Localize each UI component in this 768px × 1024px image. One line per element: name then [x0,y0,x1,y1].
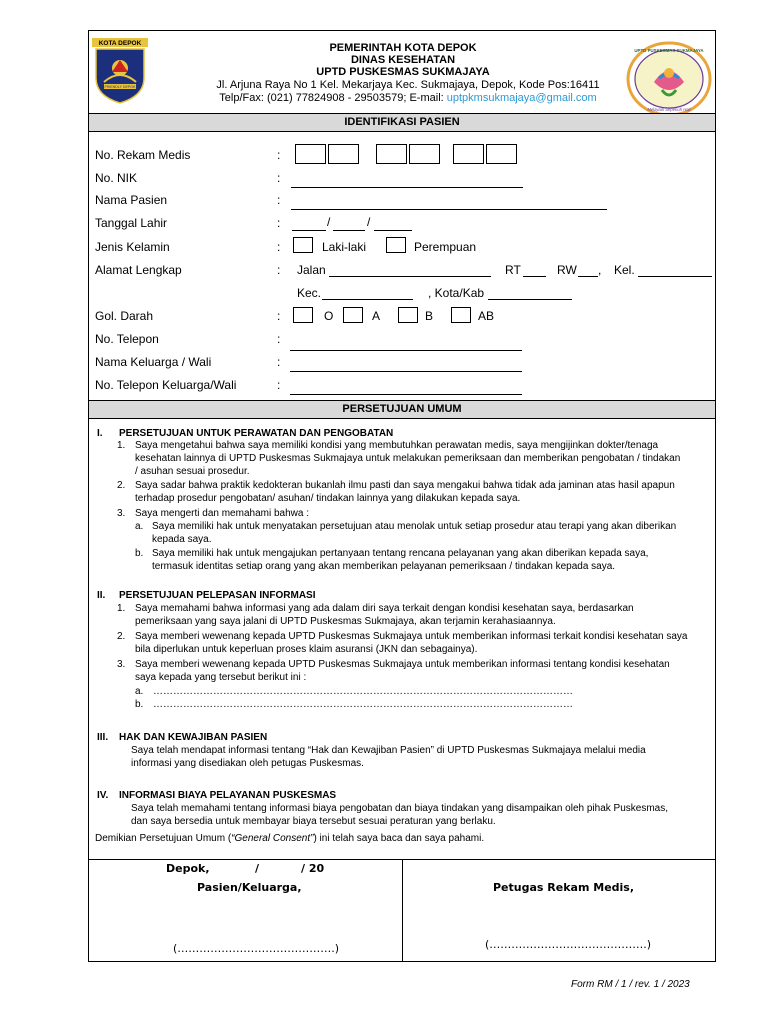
label-telepon: No. Telepon [95,332,159,346]
blood-ab-checkbox[interactable] [451,307,471,323]
header-line2: DINAS KESEHATAN [350,54,456,66]
closing-em: “General Consent” [231,833,314,844]
s1-i1-num: 1. [117,440,126,451]
s3-line: informasi yang disediakan oleh petugas Puskesmas. [131,758,364,769]
alamat-jalan-label: Jalan [297,263,326,277]
s2-i1-line: Saya memahami bahwa informasi yang ada dalam diri saya terkait dengan kondisi kesehatan saya, berdasarkan [135,603,634,614]
s1-title: PERSETUJUAN UNTUK PERAWATAN DAN PENGOBATAN [119,428,394,439]
s1-i2-num: 2. [117,480,126,491]
label-alamat: Alamat Lengkap [95,263,182,277]
blood-o-checkbox[interactable] [293,307,313,323]
s1-i3a-num: a. [135,521,144,532]
s3-line: Saya telah mendapat informasi tentang “Hak dan Kewajiban Pasien” di UPTD Puskesmas Sukmajaya melalui media [131,745,646,756]
rekam-medis-box-3[interactable] [376,144,407,164]
nik-field[interactable] [291,187,523,188]
rekam-medis-box-2[interactable] [328,144,359,164]
s1-i3b-line: Saya memiliki hak untuk mengajukan pertanyaan tentang rencana pelayanan yang akan diberikan kepada saya, [152,548,649,559]
gender-male-label: Laki-laki [322,240,367,254]
s2-i2-num: 2. [117,631,126,642]
comma: , [598,263,602,277]
s2-i3-num: 3. [117,659,126,670]
signature-place: Depok, [166,862,210,875]
colon: : [277,148,281,162]
signature-patient-blank[interactable]: (…………………………………….) [173,942,340,955]
signature-date-slash1: / [255,862,260,875]
s1-i3-num: 3. [117,508,126,519]
header-line3: UPTD PUSKESMAS SUKMAJAYA [316,66,490,78]
label-telepon-keluarga: No. Telepon Keluarga/Wali [95,378,237,392]
blood-ab-label: AB [478,309,495,323]
header-phone: Telp/Fax: (021) 77824908 - 29503579; E-mail: [219,92,444,104]
s1-i3b-num: b. [135,548,144,559]
date-slash: / [327,215,331,229]
s1-i3a-line: Saya memiliki hak untuk menyatakan persetujuan atau menolak untuk setiap prosedur atau terapi yang akan diberikan [152,521,677,532]
header-line1: PEMERINTAH KOTA DEPOK [329,42,477,54]
s2-i1-line: pemeriksaan yang saya jalani di UPTD Puskesmas Sukmajaya, akan terjamin kerahasiaannya. [135,616,556,627]
s1-i3b-line: termasuk identitas setiap orang yang akan memberikan pelayanan pemeriksaan / tindakan kepada saya. [152,561,616,572]
alamat-rw-label: RW [557,263,577,277]
s1-i1-line: / asuhan sesuai prosedur. [135,466,250,477]
s4-line: Saya telah memahami tentang informasi biaya pengobatan dan biaya tindakan yang disampaikan oleh pihak Puskesmas, [131,803,669,814]
s2-title: PERSETUJUAN PELEPASAN INFORMASI [119,590,316,601]
telepon-keluarga-field[interactable] [290,394,522,395]
alamat-kota-field[interactable] [488,299,572,300]
colon: : [277,240,281,254]
s2-i3a-blank[interactable]: ……………………………………………………………………………………………………………… [153,686,573,697]
alamat-kec-label: Kec. [297,286,322,300]
s2-i3-line: Saya memberi wewenang kepada UPTD Puskesmas Sukmajaya untuk memberikan informasi tentang kondisi kesehatan [135,659,670,670]
telepon-field[interactable] [290,350,522,351]
alamat-kec-field[interactable] [322,299,413,300]
logo-left-motto: FRIENDLY DEPOK [104,85,136,89]
label-nama: Nama Pasien [95,193,168,207]
label-gol-darah: Gol. Darah [95,309,154,323]
s2-num: II. [97,590,106,601]
blood-o-label: O [324,309,334,323]
alamat-rw-field[interactable] [578,276,598,277]
signature-patient-label: Pasien/Keluarga, [197,881,302,894]
closing-post: ) ini telah saya baca dan saya pahami. [313,833,485,844]
colon: : [277,309,281,323]
s1-i2-line: Saya sadar bahwa praktik kedokteran bukanlah ilmu pasti dan saya mengakui bahwa tidak ada jaminan atas hasil apapun [135,480,675,491]
gender-female-checkbox[interactable] [386,237,406,253]
tgl-day-field[interactable] [292,230,326,231]
persetujuan-title: PERSETUJUAN UMUM [89,400,715,419]
rekam-medis-box-4[interactable] [409,144,440,164]
colon: : [277,216,281,230]
colon: : [277,332,281,346]
s2-i3a-num: a. [135,686,144,697]
header-address: Jl. Arjuna Raya No 1 Kel. Mekarjaya Kec. Sukmajaya, Depok, Kode Pos:16411 [216,79,600,91]
header-email-link[interactable]: uptpkmsukmajaya@gmail.com [446,92,597,104]
s1-num: I. [97,428,103,439]
s1-i3-line: Saya mengerti dan memahami bahwa : [135,508,309,519]
signature-officer-blank[interactable]: (…………………………………….) [485,938,652,951]
s4-num: IV. [97,790,109,801]
label-rekam-medis: No. Rekam Medis [95,148,191,162]
s3-title: HAK DAN KEWAJIBAN PASIEN [119,732,268,743]
alamat-jalan-field[interactable] [329,276,491,277]
s4-line: dan saya bersedia untuk membayar biaya tersebut sesuai peraturan yang berlaku. [131,816,496,827]
colon: : [277,355,281,369]
rekam-medis-box-1[interactable] [295,144,326,164]
colon: : [277,263,281,277]
s2-i2-line: bila diperlukan untuk keperluan proses klaim asuransi (JKN dan sebagainya). [135,644,478,655]
logo-left-label: KOTA DEPOK [98,40,142,47]
gender-female-label: Perempuan [414,240,477,254]
s1-i3a-line: kepada saya. [152,534,212,545]
s2-i3b-blank[interactable]: ……………………………………………………………………………………………………………… [153,699,573,710]
logo-right-motto: Melayani Sepenuh Hati [647,107,691,112]
signature-officer-label: Petugas Rekam Medis, [493,881,635,894]
rekam-medis-box-6[interactable] [486,144,517,164]
keluarga-field[interactable] [290,371,522,372]
date-slash: / [367,215,371,229]
colon: : [277,193,281,207]
gender-male-checkbox[interactable] [293,237,313,253]
colon: : [277,378,281,392]
form-frame [88,30,716,962]
s2-i3b-num: b. [135,699,144,710]
nama-field[interactable] [291,209,607,210]
s2-i2-line: Saya memberi wewenang kepada UPTD Puskesmas Sukmajaya untuk memberikan informasi terkait kondisi kesehatan saya [135,631,688,642]
s3-num: III. [97,732,109,743]
s1-i1-line: kesehatan lainnya di UPTD Puskesmas Sukmajaya untuk melakukan pemeriksaan dan memberikan pengobatan / tindakan [135,453,681,464]
header-contact [94,92,722,104]
label-keluarga: Nama Keluarga / Wali [95,355,212,369]
s2-i1-num: 1. [117,603,126,614]
tgl-year-field[interactable] [374,230,412,231]
blood-a-label: A [372,309,381,323]
blood-b-checkbox[interactable] [398,307,418,323]
closing-pre: Demikian Persetujuan Umum ( [95,833,232,844]
alamat-kota-label: , Kota/Kab [428,286,485,300]
blood-b-label: B [425,309,434,323]
signature-column-divider [402,859,403,962]
s1-i2-line: terhadap prosedur pengobatan/ asuhan/ tindakan lainnya yang dilakukan kepada saya. [135,493,521,504]
closing-statement [95,832,484,845]
s2-i3-line: saya kepada yang tersebut berikut ini : [135,672,307,683]
label-nik: No. NIK [95,171,138,185]
identifikasi-title: IDENTIFIKASI PASIEN [89,113,715,132]
alamat-rt-field[interactable] [523,276,546,277]
signature-date-slash2: / 20 [301,862,325,875]
s1-i1-line: Saya mengetahui bahwa saya memiliki kondisi yang membutuhkan perawatan medis, saya mengijinkan dokter/tenaga [135,440,659,451]
tgl-month-field[interactable] [333,230,365,231]
rekam-medis-box-5[interactable] [453,144,484,164]
s4-title: INFORMASI BIAYA PELAYANAN PUSKESMAS [119,790,337,801]
label-tgl-lahir: Tanggal Lahir [95,216,168,230]
colon: : [277,171,281,185]
alamat-rt-label: RT [505,263,521,277]
logo-right-label: UPTD PUSKESMAS SUKMAJAYA [634,48,704,53]
form-footer: Form RM / 1 / rev. 1 / 2023 [571,979,690,990]
blood-a-checkbox[interactable] [343,307,363,323]
alamat-kel-field[interactable] [638,276,712,277]
alamat-kel-label: Kel. [614,263,635,277]
label-jenis-kelamin: Jenis Kelamin [95,240,170,254]
